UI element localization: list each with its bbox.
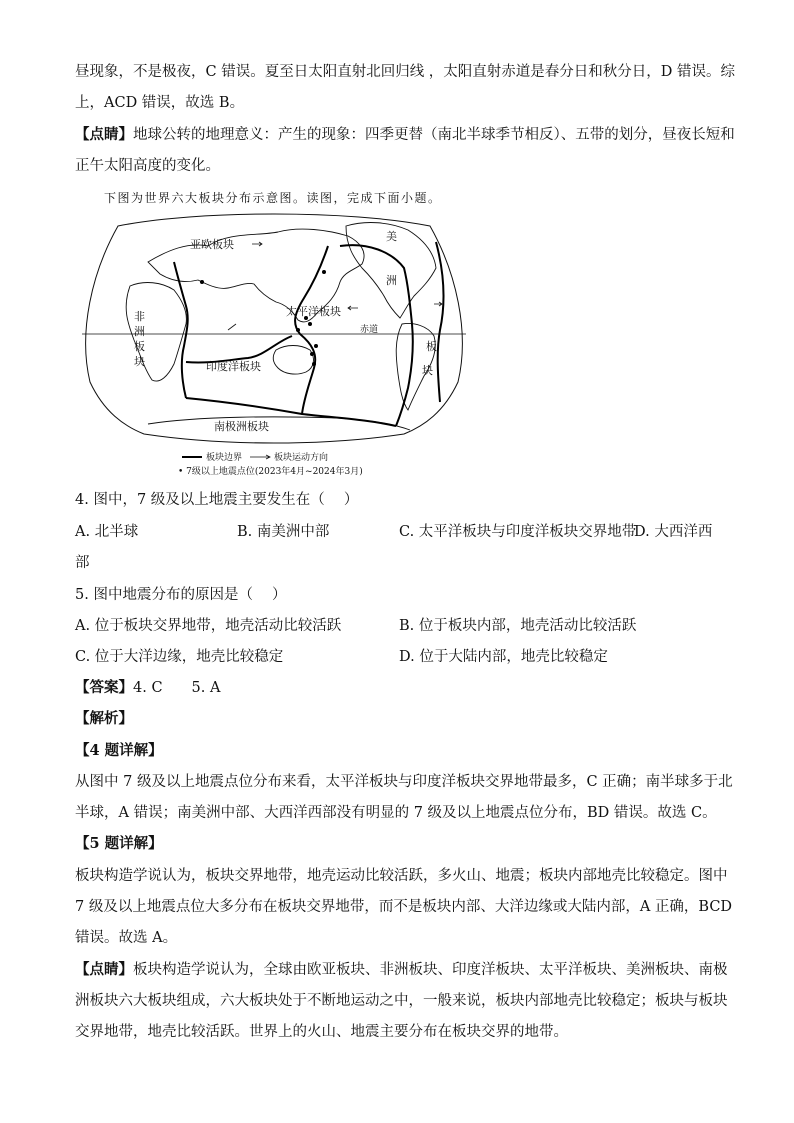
label-africa-plate-3: 板	[134, 340, 145, 353]
tip2-text-1: 板块构造学说认为，全球由欧亚板块、非洲板块、印度洋板块、太平洋板块、美洲板块、南极	[133, 962, 728, 978]
q5-stem: 5. 图中地震分布的原因是（ ）	[75, 587, 287, 603]
figure-caption: 下图为世界六大板块分布示意图。读图，完成下面小题。	[104, 191, 442, 205]
plate-boundary-atlantic	[436, 242, 443, 402]
plate-boundary-eurasia-africa	[174, 262, 188, 398]
world-plate-map	[78, 212, 470, 482]
quake-point	[314, 344, 318, 348]
q4-option-a: A. 北半球	[75, 524, 139, 540]
label-america-plate-3: 板	[426, 340, 437, 353]
quake-point	[200, 280, 204, 284]
plate-boundary-pacific-east	[340, 245, 413, 426]
label-africa-plate-1: 非	[134, 310, 145, 323]
plate-boundary-indian	[186, 336, 292, 363]
tip2-paragraph-1	[75, 960, 728, 980]
label-africa-plate-2: 洲	[134, 325, 145, 338]
q5-option-c: C. 位于大洋边缘，地壳比较稳定	[75, 649, 284, 665]
tip-text: 地球公转的地理意义：产生的现象：四季更替（南北半球季节相反）、五带的划分，昼夜长短和	[133, 127, 735, 143]
tip-tag: 【点睛】	[75, 126, 133, 143]
q4-option-c: C. 太平洋板块与印度洋板块交界地带	[399, 524, 637, 540]
detail-5-line-3: 错误。故选 A。	[75, 930, 178, 946]
antarctica-coast	[148, 417, 410, 430]
detail-4-line-2: 半球，A 错误；南美洲中部、大西洋西部没有明显的 7 级及以上地震点位分布，BD 错误。故选 C。	[75, 805, 717, 821]
tip2-line-2: 洲板块六大板块组成，六大板块处于不断地运动之中，一般来说，板块内部地壳比较稳定；板块与板块	[75, 993, 728, 1009]
motion-arrow	[228, 324, 236, 330]
q4-stem: 4. 图中，7 级及以上地震主要发生在（ ）	[75, 492, 359, 508]
label-indian-plate: 印度洋板块	[206, 360, 261, 373]
tip2-line-3: 交界地带，地壳比较活跃。世界上的火山、地震主要分布在板块交界的地带。	[75, 1024, 568, 1040]
q5-option-a: A. 位于板块交界地带，地壳活动比较活跃	[75, 618, 342, 634]
label-africa-plate-4: 块	[134, 355, 145, 368]
q4-option-d: D. 大西洋西	[634, 524, 713, 540]
legend-quake-label: • 7级以上地震点位(2023年4月~2024年3月)	[178, 467, 363, 477]
analysis-tag: 【解析】	[75, 710, 133, 727]
quake-point	[312, 362, 316, 366]
tip-paragraph-1	[75, 125, 735, 145]
detail-5-line-1: 板块构造学说认为，板块交界地带，地壳运动比较活跃，多火山、地震；板块内部地壳比较稳定。图中	[75, 868, 728, 884]
legend-direction-arrow	[250, 455, 270, 459]
quake-point	[322, 270, 326, 274]
motion-arrow	[348, 306, 358, 310]
detail-5-tag: 【5 题详解】	[75, 835, 163, 852]
detail-4-tag: 【4 题详解】	[75, 742, 163, 759]
q4-option-b: B. 南美洲中部	[237, 524, 330, 540]
motion-arrow	[434, 302, 442, 306]
label-america-plate-4: 块	[422, 364, 433, 377]
tip-text-line-2: 正午太阳高度的变化。	[75, 158, 220, 174]
label-america-plate-1: 美	[386, 230, 397, 243]
quake-point	[308, 322, 312, 326]
label-eurasia-plate: 亚欧板块	[190, 238, 234, 251]
legend-boundary-label: 板块边界	[206, 453, 243, 463]
detail-4-line-1: 从图中 7 级及以上地震点位分布来看，太平洋板块与印度洋板块交界地带最多，C 正确；南半球多于北	[75, 774, 733, 790]
q5-option-b: B. 位于板块内部，地壳活动比较活跃	[399, 618, 637, 634]
label-pacific-plate: 太平洋板块	[286, 305, 341, 318]
answer-line	[75, 678, 220, 698]
label-antarctic-plate: 南极洲板块	[214, 420, 269, 433]
q5-option-d: D. 位于大陆内部，地壳比较稳定	[399, 649, 608, 665]
prev-text-line-2: 上，ACD 错误，故选 B。	[75, 95, 245, 111]
q4-option-d-continued: 部	[75, 555, 90, 571]
legend-direction-label: 板块运动方向	[274, 453, 329, 463]
detail-5-line-2: 7 级及以上地震点位大多分布在板块交界地带，而不是板块内部、大洋边缘或大陆内部，A 正确，BCD	[75, 899, 733, 915]
quake-point	[310, 352, 314, 356]
quake-point	[296, 328, 300, 332]
prev-text-line-1: 昼现象，不是极夜，C 错误。夏至日太阳直射北回归线 ，太阳直射赤道是春分日和秋分日，D 错误。综	[75, 64, 736, 80]
australia-coast	[273, 346, 313, 375]
answer-tag: 【答案】	[75, 679, 133, 696]
label-equator: 赤道	[360, 325, 379, 335]
tip2-tag: 【点睛】	[75, 961, 133, 978]
motion-arrow	[252, 242, 262, 246]
label-america-plate-2: 洲	[386, 274, 397, 287]
answer-text: 4. C 5. A	[133, 680, 221, 696]
